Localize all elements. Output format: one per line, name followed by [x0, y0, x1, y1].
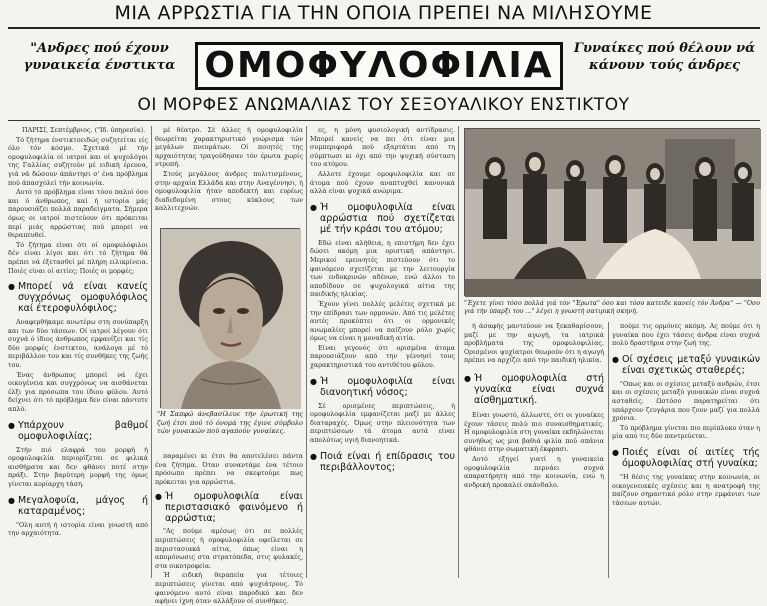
column-rule: [151, 126, 152, 578]
paragraph: μέ θέατρο. Σέ άλλες ή ομοφυλοφιλία θεωρείται χαρακτηριστικό γνώρισμα τών μεγάλων πνευμάτων. Οί ποιητές της αρχαιότητας τραγούδησαν τόν έρωτα χωρίς ντροπή.: [155, 126, 303, 169]
subheading: ● Ποιές είναι οί αιτίες τής όμοφυλοφιλίας στή γυναίκα;: [612, 447, 760, 469]
paragraph: ή άσαφής μαντεύουν να ξεκαθαρίσουν, μαζί με την αγωγή, τα ιατρικά προβλήματα της ομοφυλοφιλίας. Ορισμένοι ψυχίατροι θεωρούν ότι η αγωγή πρέπει να αρχίζει από την παιδική ηλικία.: [464, 322, 604, 365]
subheading: ● Ή ομοφυλοφιλία είναι διανοητική νόσος;: [310, 376, 455, 398]
paragraph: Τό ζήτημα ένστικτοειδώς συζητείται είς όλο τόν κόσμο. Σχετικά μέ τήν ομοφυλοφιλία οί ιατροί και οί ψυχολόγοι της Γαλλίας συζητούν μέ ειδική έρευνα, γιά νά δώσουν άπάντησι σ' ένα πρόβλημα πού άπασχολεί τήν κοινωνία.: [8, 135, 148, 187]
deck-headline: ΟΙ ΜΟΡΦΕΣ ΑΝΩΜΑΛΙΑΣ ΤΟΥ ΣΕΞΟΥΑΛΙΚΟΥ ΕΝΣΤΙΚΤΟΥ: [137, 95, 630, 115]
article-column-4: [464, 322, 604, 578]
column-rule: [608, 322, 609, 578]
subheading: ● Ή ομοφυλοφιλία στή γυναίκα είναι συχνά αίσθηματική.: [464, 373, 604, 406]
scene-caption: "Έχετε γίνει τόσο πολλά γιά τόν "Έρωτα" όσο και τόσο κατειδε κανείς τόν Άνδρα" — "Όσο γιά τήν ύπαρξι του ..." λέγει η γνωστή σατιρική σκηνή.: [464, 300, 760, 315]
paragraph: Αναφερθήκαμε ανωτέρω στη συνύπαρξη και των δύο τάσεων. Οί ιατροί λέγουν ότι συχνά ό ίδιος άνθρωπος εμφανίζει και τίς δύο μορφές ένστικτου, ανάλογα μέ τό περιβάλλον του και τίς συνθήκες της ζωής του.: [8, 318, 148, 370]
sappho-portrait-photo: [160, 228, 300, 408]
subheading: ● Ή ομοφυλοφιλία είναι αρρώστια πού σχετίζεται μέ τήν κράσι του ατόμου;: [310, 202, 455, 235]
historical-scene-illustration: [465, 129, 761, 297]
paragraph: Ένας άνθρωπος μπορεί νά έχει οικογένεια και συγχρόνως να αισθάνεται έλξι για πρόσωπα του ίδιου φύλου. Αυτό δείχνει ότι τό πρόβλημα δεν είναι πάντοτε απλό.: [8, 370, 148, 414]
paragraph: Εδώ είναι αλήθεια, η επιστήμη δεν έχει δώσει ακόμη μια οριστική απάντησι. Μερικοί ερευνητές πιστεύουν ότι το φαινόμενο σχετίζεται με την λειτουργία των ενδοκρινών αδένων, ενώ άλλοι το αποδίδουν σε ψυχολογικά αίτια της παιδικής ηλικίας.: [310, 238, 455, 299]
paragraph: Είναι γεγονός ότι ορισμένα άτομα παρουσιάζουν από την γέννησί τους χαρακτηριστικά του αντιθέτου φύλου.: [310, 343, 455, 370]
subheading: ● Οί σχέσεις μεταξύ γυναικών είναι σχετικώς σταθερές;: [612, 354, 760, 376]
paragraph: Στήν πιό ελαφρά του μορφή ή ομοφυλοφιλία περιορίζεται σε φιλικά αισθήματα και δεν φθάνει ποτέ στην πράξι. Στην βαρύτερη μορφή της όμως γίνεται κυρίαρχη τάση.: [8, 445, 148, 488]
paragraph: Αλλοτε έχουμε ομοφυλοφιλία και σε άτομα πού έχουν αναπτυχθεί κανονικά αλλά είναι ψυχικά ανώριμα.: [310, 169, 455, 196]
paragraph: ες, η μόνη φυσιολογική αντίδρασις. Μπορεί κανείς να πει ότι είναι μια συμπεριφορά πού εξαρτάται από τη σύμπτωσι κι όχι από την ψυχική σύσταση του ατόμου.: [310, 126, 455, 169]
paragraph: Αυτό τό πρόβλημα είναι τόσο παλιό όσο και ό άνθρωπος, καί ή ιστορία μάς παρουσιάζει πολλά παραδείγματα. Σήμερα όμως οι ιατροί πιστεύουν ότι πρόκειται περί μιάς αρρώστιας πού μπορεί να θεραπευθεί.: [8, 188, 148, 240]
main-headline: ΟΜΟΦΥΛΟΦΙΛΙΑ: [204, 45, 554, 86]
article-column-5: [612, 322, 760, 578]
article-column-3: [310, 126, 455, 578]
paragraph: "Η θέσις της γυναίκας στην κοινωνία, οι οικογενειακές σχέσεις και η ανατροφή της παίζουν σημαντικό ρόλο στην εμφάνισι των τάσεων αυτών.: [612, 472, 760, 507]
paragraph: Τό πρόβλημα γίνεται πιο περίπλοκο όταν η μία από τις δύο παντρεύεται.: [612, 423, 760, 441]
paragraph: Τό ζήτημα είναι ότι οί ομοφυλόφιλοι δέν είναι λίγοι και ότι τό ζήτημα θά πρέπει νά έξετασθεί μέ πλήρη ειλικρίνεια. Ποιές είναι οί αιτίες; Ποιές οι μορφές;: [8, 240, 148, 275]
historical-scene-photo: [464, 128, 760, 296]
paragraph: Αυτό εξηγεί γιατί η γυναικεία ομοφυλοφιλία περνάει συχνά απαρατήρητη από την κοινωνία, ενώ η ανδρική προκαλεί σκάνδαλο.: [464, 454, 604, 489]
kicker-left: "Ανδρες πού έχουν γυναικεία ένστικτα: [23, 41, 176, 73]
paragraph: Είναι γνωστό, άλλωστε, ότι οι γυναίκες έχουν τάσεις πολύ πιο συναισθηματικές. Η ομοφυλοφιλία στη γυναίκα εκδηλώνεται συνήθως ως μια βαθιά φιλία πού σπάνια φθάνει στην σωματική έκφρασι.: [464, 410, 604, 454]
portrait-caption: "Η Σαπφώ άνεβασίλευε τήν έρωτική της ζωή έτσι πού τό όνομά της έγινε σύμβολο τών γυναικών πού αγαπούν γυναίκες.: [157, 410, 303, 436]
column-rule: [458, 126, 459, 578]
subheading: ● Ή ομοφυλοφιλία είναι περιστασιακό φαινόμενο ή αρρώστια;: [155, 491, 303, 524]
paragraph: Έχουν γίνει πολλές μελέτες σχετικά με την επίδρασι των ορμονών. Από τις μελέτες αυτές προκύπτει ότι οι ορμονικές ανωμαλίες μπορεί να παίζουν ρόλο χωρίς όμως να είναι η μοναδική αιτία.: [310, 299, 455, 343]
column-rule: [306, 126, 307, 578]
paragraph: πούμε τις ορμόνες ακόμη. Ας πούμε ότι η γυναίκα που έχει τάσεις άνδρα είναι συχνά πολύ δραστήρια στην ζωή της.: [612, 322, 760, 348]
subheading: ● Μπορεί νά είναι κανείς συγχρόνως ομοφυλόφιλος καί έτεροφυλόφιλος;: [8, 281, 148, 314]
article-column-2-bottom: [155, 452, 303, 606]
subheading: ● Ποιά είναι ή επίδρασις του περιβάλλοντος;: [310, 451, 455, 473]
paragraph: Ή ειδική θεραπεία για τέτοιες περιπτώσεις γίνεται από ψυχιάτρους. Τό φαινόμενο αυτό είναι παροδικό και δεν αφήνει ίχνη όταν αλλάξουν οί συνθήκες.: [155, 571, 303, 606]
article-column-1: [8, 126, 148, 578]
subheading: ● Μεγαλοφυία, μάγος ή καταραμένος;: [8, 495, 148, 517]
paragraph: "Ολη αυτή ή ιστορία είναι γνωστή από την αρχαιότητα.: [8, 520, 148, 538]
paragraph: "Ας πούμε αμέσως ότι σε πολλές περιπτώσεις ή ομοφυλοφιλία οφείλεται σε περιστασιακά αίτια, όπως είναι η απομόνωσις στα στρατόπεδα, στις φυλακές, στα οικοτροφεία.: [155, 527, 303, 570]
paragraph: παραμένει κι έτσι θα αποτελέσει πάντα ένα ζήτημα. Όταν συναντάμε ένα τέτοιο πρόσωπο πρέπει να σκεφτούμε πως πρόκειται για αρρώστια.: [155, 452, 303, 486]
paragraph: Στούς μεγάλους άνδρες πολιτισμένους, στην αρχαία Ελλάδα και στην Αναγέννησι, ή ομοφυλοφιλία ήταν αποδεκτή και ευρέως διαδεδομένη στους κύκλους των καλλιτεχνών.: [155, 169, 303, 213]
overline-headline: ΜΙΑ ΑΡΡΩΣΤΙΑ ΓΙΑ ΤΗΝ ΟΠΟΙΑ ΠΡΕΠΕΙ ΝΑ ΜΙΛΗΣΟΥΜΕ: [114, 2, 653, 24]
deck-rule: [8, 120, 760, 121]
dateline: ΠΑΡΙΣΙ, Σεπτέμβριος. ("Ιδ. ύπηρεσία).: [22, 126, 146, 134]
paragraph: Σέ ορισμένες περιπτώσεις, ή ομοφυλοφιλία εμφανίζεται μαζί με άλλες διαταραχές. Όμως στην πλειονότητα των περιπτώσεων τά άτομα αυτά είναι απολύτως υγιή διανοητικά.: [310, 401, 455, 445]
subheading: ● Υπάρχουν βαθμοί ομοφυλοφιλίας;: [8, 420, 148, 442]
article-column-2-top: [155, 126, 303, 226]
kicker-right: Γυναίκες πού θέλουν νά κάνουν τούς άνδρες: [573, 41, 756, 73]
overline-rule: [8, 27, 760, 29]
paragraph: "Οπως και οι σχέσεις μεταξύ ανδρών, έτσι και οι σχέσεις μεταξύ γυναικών είναι συχνά ασταθείς. Ωστόσο παρατηρείται ότι υπάρχουν ζευγάρια που ζουν μαζί για πολλά χρόνια.: [612, 379, 760, 423]
headline-box: [195, 42, 563, 90]
sappho-portrait-illustration: [161, 229, 301, 409]
